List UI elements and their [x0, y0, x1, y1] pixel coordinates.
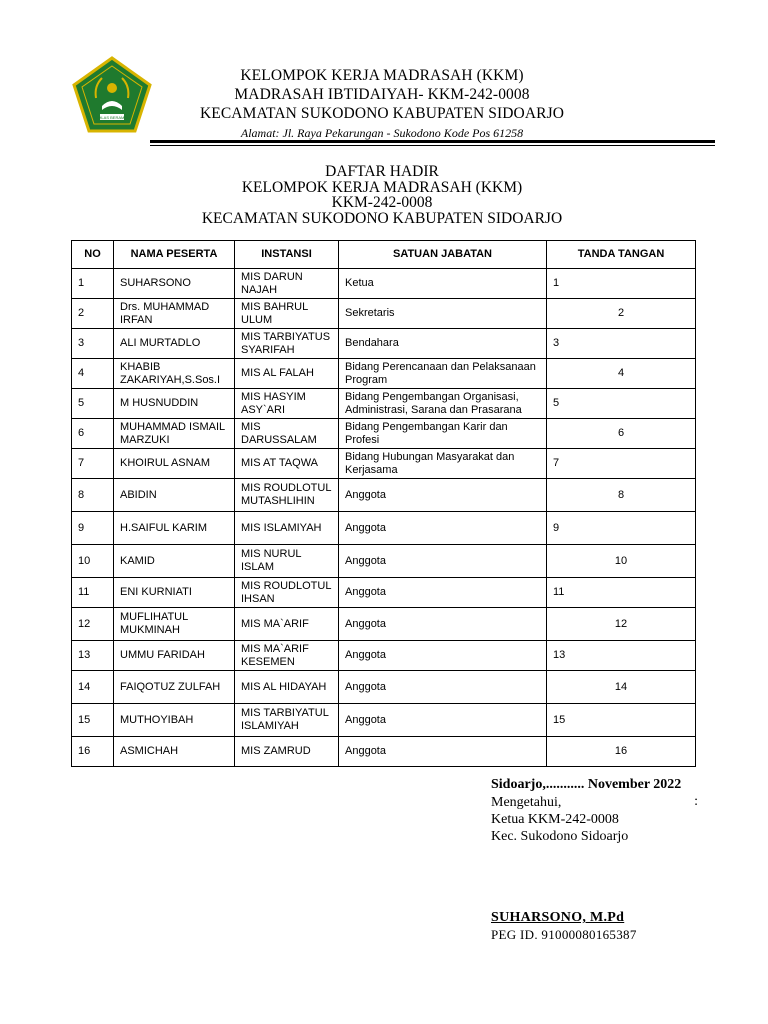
sign-acknowledge: Mengetahui,: [491, 795, 562, 810]
sign-colon: :: [694, 794, 698, 809]
table-header-row: [72, 241, 696, 269]
letterhead-line2: MADRASAH IBTIDAIYAH- KKM-242-0008: [234, 86, 530, 103]
letterhead-line1: KELOMPOK KERJA MADRASAH (KKM): [240, 67, 524, 84]
cell-no: 5: [72, 389, 114, 419]
cell-tanda-tangan: 5: [547, 389, 696, 419]
cell-jabatan: Anggota: [339, 545, 547, 578]
cell-jabatan: Anggota: [339, 641, 547, 671]
cell-no: 14: [72, 671, 114, 704]
document-title: [160, 164, 604, 226]
svg-text:IKHLAS BERAMAL: IKHLAS BERAMAL: [94, 115, 130, 120]
cell-no: 11: [72, 578, 114, 608]
cell-no: 2: [72, 299, 114, 329]
cell-jabatan: Anggota: [339, 578, 547, 608]
cell-instansi: MIS TARBIYATUS SYARIFAH: [235, 329, 339, 359]
cell-no: 10: [72, 545, 114, 578]
cell-jabatan: Bidang Perencanaan dan Pelaksanaan Program: [339, 359, 547, 389]
cell-tanda-tangan: 7: [547, 449, 696, 479]
table-row: [72, 671, 696, 704]
cell-instansi: MIS AL HIDAYAH: [235, 671, 339, 704]
cell-tanda-tangan: 1: [547, 269, 696, 299]
table-row: [72, 299, 696, 329]
cell-no: 16: [72, 737, 114, 767]
cell-no: 3: [72, 329, 114, 359]
cell-jabatan: Bidang Hubungan Masyarakat dan Kerjasama: [339, 449, 547, 479]
cell-no: 4: [72, 359, 114, 389]
cell-instansi: MIS ISLAMIYAH: [235, 512, 339, 545]
sign-district: Kec. Sukodono Sidoarjo: [491, 829, 629, 844]
cell-tanda-tangan: 9: [547, 512, 696, 545]
cell-no: 8: [72, 479, 114, 512]
title-line2: KELOMPOK KERJA MADRASAH (KKM): [241, 178, 523, 196]
cell-jabatan: Anggota: [339, 671, 547, 704]
cell-jabatan: Anggota: [339, 512, 547, 545]
table-row: [72, 419, 696, 449]
cell-no: 9: [72, 512, 114, 545]
cell-tanda-tangan: 15: [547, 704, 696, 737]
cell-no: 1: [72, 269, 114, 299]
attendance-table: [71, 240, 696, 767]
cell-nama: KHOIRUL ASNAM: [114, 449, 235, 479]
cell-no: 13: [72, 641, 114, 671]
header-tanda-tangan: TANDA TANGAN: [547, 241, 696, 269]
cell-jabatan: Anggota: [339, 479, 547, 512]
signatory: [491, 910, 637, 943]
table-row: [72, 269, 696, 299]
signature-block: [491, 776, 706, 845]
table-row: [72, 641, 696, 671]
table-row: [72, 512, 696, 545]
cell-jabatan: Sekretaris: [339, 299, 547, 329]
cell-jabatan: Anggota: [339, 737, 547, 767]
cell-instansi: MIS MA`ARIF KESEMEN: [235, 641, 339, 671]
header-no: NO: [72, 241, 114, 269]
cell-jabatan: Bidang Pengembangan Organisasi, Administrasi, Sarana dan Prasarana: [339, 389, 547, 419]
cell-tanda-tangan: 12: [547, 608, 696, 641]
cell-no: 7: [72, 449, 114, 479]
cell-nama: H.SAIFUL KARIM: [114, 512, 235, 545]
cell-jabatan: Bidang Pengembangan Karir dan Profesi: [339, 419, 547, 449]
cell-nama: MUHAMMAD ISMAIL MARZUKI: [114, 419, 235, 449]
cell-tanda-tangan: 13: [547, 641, 696, 671]
cell-instansi: MIS ROUDLOTUL IHSAN: [235, 578, 339, 608]
cell-nama: M HUSNUDDIN: [114, 389, 235, 419]
cell-nama: KHABIB ZAKARIYAH,S.Sos.I: [114, 359, 235, 389]
cell-instansi: MIS DARUN NAJAH: [235, 269, 339, 299]
letterhead: [160, 66, 604, 142]
cell-instansi: MIS MA`ARIF: [235, 608, 339, 641]
table-row: [72, 449, 696, 479]
title-line4: KECAMATAN SUKODONO KABUPATEN SIDOARJO: [201, 209, 563, 227]
signatory-name: SUHARSONO, M.Pd: [491, 910, 625, 925]
signatory-peg-id: PEG ID. 91000080165387: [491, 927, 637, 942]
table-row: [72, 737, 696, 767]
table-row: [72, 704, 696, 737]
header-rule-thick: [150, 140, 715, 143]
cell-instansi: MIS AT TAQWA: [235, 449, 339, 479]
cell-jabatan: Anggota: [339, 608, 547, 641]
cell-jabatan: Ketua: [339, 269, 547, 299]
letterhead-address: Alamat: Jl. Raya Pekarungan - Sukodono Kode Pos 61258: [240, 126, 524, 140]
cell-no: 15: [72, 704, 114, 737]
table-row: [72, 578, 696, 608]
cell-tanda-tangan: 14: [547, 671, 696, 704]
cell-tanda-tangan: 16: [547, 737, 696, 767]
table-row: [72, 545, 696, 578]
header-nama: NAMA PESERTA: [114, 241, 235, 269]
cell-instansi: MIS BAHRUL ULUM: [235, 299, 339, 329]
cell-instansi: MIS HASYIM ASY`ARI: [235, 389, 339, 419]
cell-instansi: MIS TARBIYATUL ISLAMIYAH: [235, 704, 339, 737]
cell-instansi: MIS ROUDLOTUL MUTASHLIHIN: [235, 479, 339, 512]
kemenag-logo: [72, 56, 152, 134]
cell-nama: KAMID: [114, 545, 235, 578]
header-rule-thin: [150, 145, 715, 146]
cell-instansi: MIS NURUL ISLAM: [235, 545, 339, 578]
cell-instansi: MIS DARUSSALAM: [235, 419, 339, 449]
sign-position: Ketua KKM-242-0008: [491, 812, 619, 827]
table-row: [72, 479, 696, 512]
cell-nama: UMMU FARIDAH: [114, 641, 235, 671]
table-row: [72, 389, 696, 419]
cell-tanda-tangan: 6: [547, 419, 696, 449]
cell-nama: ALI MURTADLO: [114, 329, 235, 359]
cell-nama: ASMICHAH: [114, 737, 235, 767]
header-instansi: INSTANSI: [235, 241, 339, 269]
cell-nama: SUHARSONO: [114, 269, 235, 299]
cell-no: 6: [72, 419, 114, 449]
cell-no: 12: [72, 608, 114, 641]
cell-jabatan: Anggota: [339, 704, 547, 737]
cell-nama: Drs. MUHAMMAD IRFAN: [114, 299, 235, 329]
cell-nama: ABIDIN: [114, 479, 235, 512]
cell-tanda-tangan: 8: [547, 479, 696, 512]
cell-nama: ENI KURNIATI: [114, 578, 235, 608]
table-row: [72, 329, 696, 359]
cell-tanda-tangan: 11: [547, 578, 696, 608]
title-line3: KKM-242-0008: [331, 194, 433, 211]
cell-tanda-tangan: 2: [547, 299, 696, 329]
table-row: [72, 608, 696, 641]
cell-tanda-tangan: 3: [547, 329, 696, 359]
cell-instansi: MIS AL FALAH: [235, 359, 339, 389]
letterhead-line3: KECAMATAN SUKODONO KABUPATEN SIDOARJO: [199, 105, 564, 122]
cell-instansi: MIS ZAMRUD: [235, 737, 339, 767]
cell-nama: FAIQOTUZ ZULFAH: [114, 671, 235, 704]
table-row: [72, 359, 696, 389]
cell-tanda-tangan: 10: [547, 545, 696, 578]
sign-date: Sidoarjo,........... November 2022: [491, 777, 682, 792]
cell-nama: MUTHOYIBAH: [114, 704, 235, 737]
cell-nama: MUFLIHATUL MUKMINAH: [114, 608, 235, 641]
cell-tanda-tangan: 4: [547, 359, 696, 389]
cell-jabatan: Bendahara: [339, 329, 547, 359]
header-jabatan: SATUAN JABATAN: [339, 241, 547, 269]
title-line1: DAFTAR HADIR: [325, 163, 439, 180]
